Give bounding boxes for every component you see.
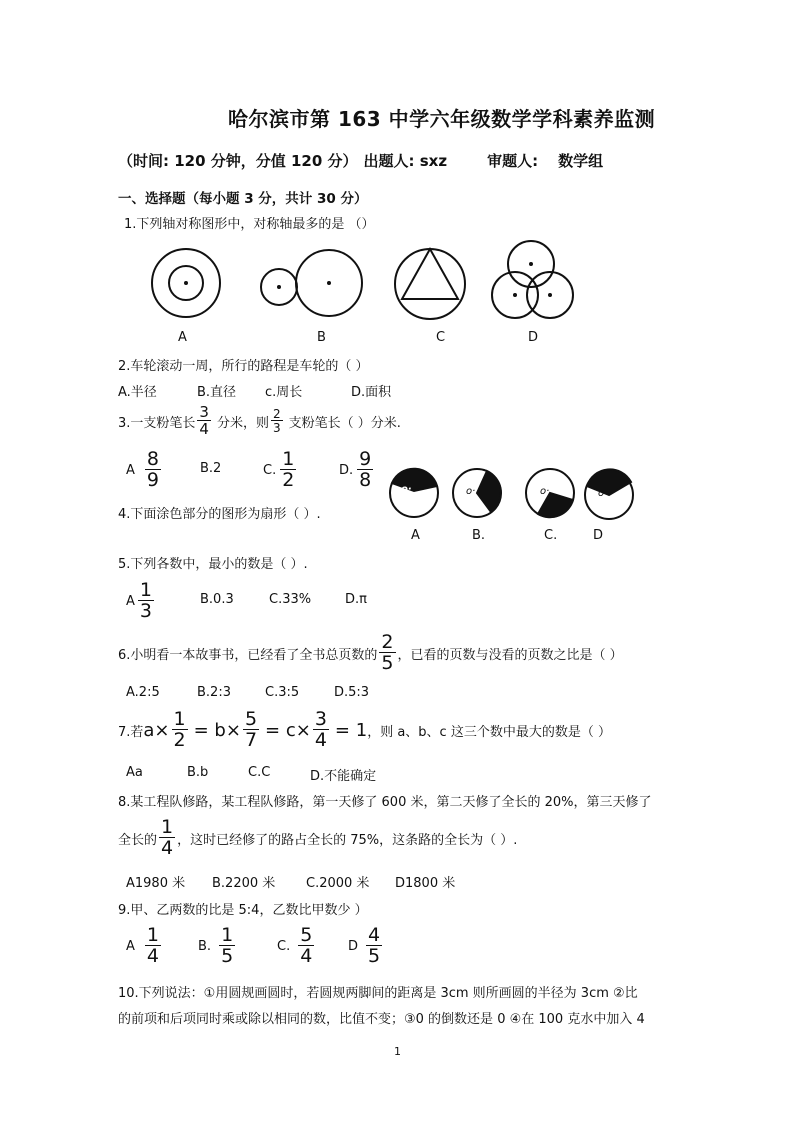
setter: 出题人: sxz <box>363 152 448 170</box>
q9-option-b: B. $\frac{1}{5}$ <box>198 924 234 967</box>
q9-option-c: C. $\frac{5}{4}$ <box>277 924 313 967</box>
q5-option-c: C.33% <box>269 592 312 607</box>
question-7: 7.若 a× $\frac{1}{2}$ = b× $\frac{5}{7}$ = c× $\frac{3}{4}$ = 1 ，则 a、b、c 这三个数中最大的数是（ ） <box>118 708 611 751</box>
q7-option-c: C.C <box>248 765 271 780</box>
q4-figure-b-center: o· <box>466 486 476 497</box>
q6-option-a: A.2:5 <box>126 685 160 700</box>
q2-option-b: B.直径 <box>197 385 237 400</box>
reviewer-name: 数学组 <box>558 152 604 170</box>
q1-label-d: D <box>528 330 539 345</box>
q3-mid: 分米，则 <box>216 415 269 431</box>
q4-label-a: A <box>411 528 420 543</box>
q3-option-d: D. $\frac{9}{8}$ <box>339 448 372 491</box>
q3-prefix: 3.一支粉笔长 <box>118 415 196 431</box>
q3-option-b: B.2 <box>200 461 222 476</box>
page-title: 哈尔滨市第 163 中学六年级数学学科素养监测 <box>228 107 656 131</box>
question-4: 4.下面涂色部分的图形为扇形（ ）. <box>118 507 321 522</box>
q7-option-d: D.不能确定 <box>310 769 377 784</box>
reviewer-label: 审题人: <box>487 152 539 170</box>
q8-option-b: B.2200 米 <box>212 876 276 891</box>
q6-option-b: B.2:3 <box>197 685 231 700</box>
question-5: 5.下列各数中，最小的数是（ ）. <box>118 557 308 572</box>
q8-option-c: C.2000 米 <box>306 876 370 891</box>
q9-option-a: A $\frac{1}{4}$ <box>126 924 159 967</box>
q3-option-c: C. $\frac{1}{2}$ <box>263 448 295 491</box>
time-score: （时间: 120 分钟，分值 120 分） <box>118 152 358 170</box>
q1-label-c: C <box>436 330 446 345</box>
q7-option-b: B.b <box>187 765 209 780</box>
q1-label-a: A <box>178 330 187 345</box>
question-8-line-1: 8.某工程队修路，某工程队修路，第一天修了 600 米，第二天修了全长的 20%，第三天修了 <box>118 795 652 810</box>
q7-option-a: Aa <box>126 765 143 780</box>
q5-option-d: D.π <box>345 592 367 607</box>
q1-label-b: B <box>317 330 326 345</box>
q4-label-c: C. <box>544 528 558 543</box>
q6-option-d: D.5:3 <box>334 685 370 700</box>
question-8-line-2: 全长的 $\frac{1}{4}$ ，这时已经修了的路占全长的 75%，这条路的全长为（ ）. <box>118 816 518 859</box>
q4-figure-a-center: o· <box>401 484 412 495</box>
q4-label-d: D <box>593 528 604 543</box>
q2-option-a: A.半径 <box>118 385 157 400</box>
q2-option-c: c.周长 <box>265 385 303 400</box>
q4-figure-d-center: o· <box>598 488 608 499</box>
q4-figure-c-center: o· <box>540 486 550 497</box>
q3-fraction-2: $\frac{2}{3}$ <box>272 407 281 435</box>
question-9: 9.甲、乙两数的比是 5:4，乙数比甲数少 ） <box>118 903 368 918</box>
q3-fraction-1: $\frac{3}{4}$ <box>199 403 209 438</box>
question-6: 6.小明看一本故事书，已经看了全书总页数的 $\frac{2}{5}$ ，已看的页数与没看的页数之比是（ ） <box>118 631 623 674</box>
q8-option-a: A1980 米 <box>126 876 186 891</box>
q5-option-b: B.0.3 <box>200 592 234 607</box>
question-10-line-1: 10.下列说法：①用圆规画圆时，若圆规两脚间的距离是 3cm 则所画圆的半径为 3cm ②比 <box>118 986 638 1001</box>
section-heading: 一、选择题（每小题 3 分，共计 30 分） <box>118 191 368 207</box>
q9-option-d: D $\frac{4}{5}$ <box>348 924 381 967</box>
q3-suffix: 支粉笔长（ ）分米. <box>288 415 401 431</box>
q4-label-b: B. <box>472 528 486 543</box>
q2-option-d: D.面积 <box>351 385 392 400</box>
page-number: 1 <box>394 1045 401 1058</box>
question-10-line-2: 的前项和后项同时乘或除以相同的数，比值不变；③0 的倒数还是 0 ④在 100 克水中加入 4 <box>118 1012 645 1027</box>
question-2: 2.车轮滚动一周，所行的路程是车轮的（ ） <box>118 359 369 374</box>
q6-option-c: C.3:5 <box>265 685 300 700</box>
q3-option-a: A $\frac{8}{9}$ <box>126 448 159 491</box>
q8-option-d: D1800 米 <box>395 876 456 891</box>
question-1: 1.下列轴对称图形中，对称轴最多的是 （） <box>124 217 375 232</box>
q5-option-a: A $\frac{1}{3}$ <box>126 579 152 622</box>
